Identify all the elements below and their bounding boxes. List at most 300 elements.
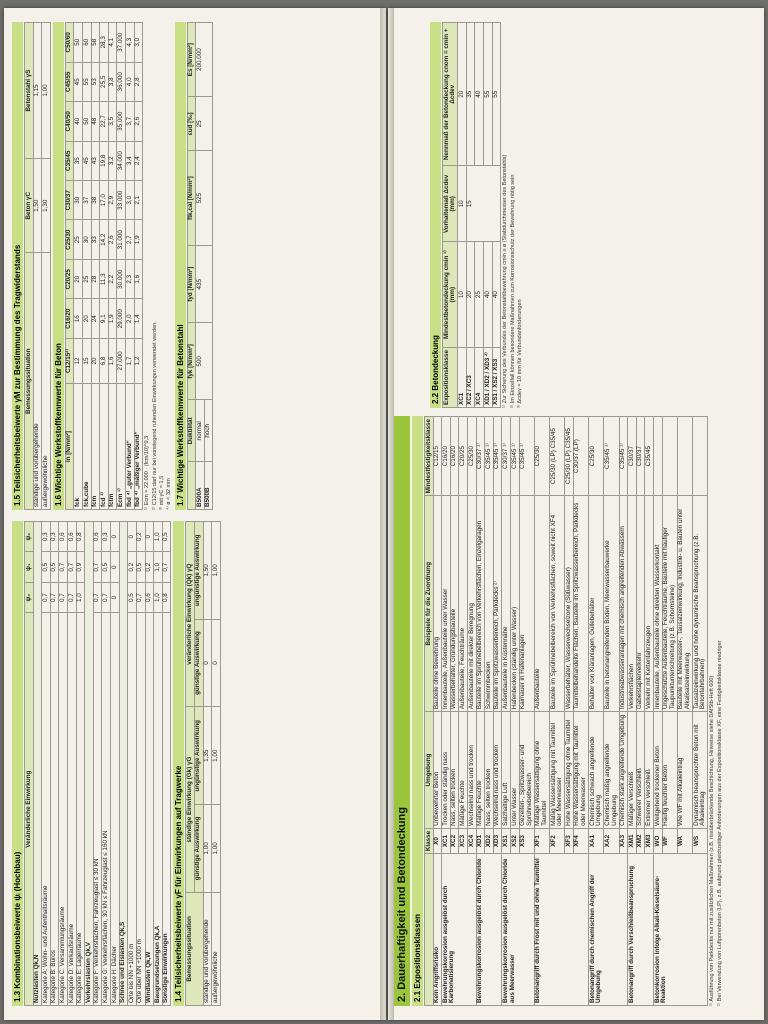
value-cell: 0,7 [102, 582, 111, 612]
cnom-value: 35 [466, 23, 475, 167]
value-cell: 525 [196, 151, 213, 246]
value-cell: 0,7 [50, 582, 59, 612]
table-row [42, 23, 51, 510]
footnote: ¹⁾ Ausführung von Parkdecks nur mit zusätzlichen Maßnahmen (z.B. rissüberbrückende Beschichtung, Hinweise siehe DAfStb-Heft 600) [709, 675, 716, 1006]
column-header: Umgebung [425, 712, 434, 829]
column-header: C35/45 [65, 141, 74, 180]
min-strength-class [662, 417, 677, 496]
value-cell: 20 [91, 338, 100, 383]
cmin-value: 10 [458, 242, 467, 348]
examples: Gabelstaplerverkehr [636, 496, 645, 712]
column-header: veränderliche Einwirkung (Qk) γQ [186, 522, 195, 707]
value-cell: 0,7 [162, 552, 171, 582]
dcdev-value: 10 [458, 166, 467, 242]
min-strength-class: C35/45 ¹⁾ [619, 417, 628, 496]
value-cell: 0,5 [50, 552, 59, 582]
row-label: fcm [91, 384, 100, 510]
exposure-class: XA3 [619, 828, 628, 853]
row-label: fck,cube [83, 384, 92, 510]
value-cell: 30.000 [117, 259, 126, 298]
table-row [93, 522, 102, 1006]
sections-1-5-to-1-7 [10, 22, 380, 510]
section-title: 1.4 Teilsicherheitsbeiwerte γF für Einwirkungen auf Tragwerke [173, 521, 184, 1006]
environment: Mäßige Wassersättigung ohne Taumittel [534, 712, 549, 829]
value-cell: 27.000 [117, 338, 126, 383]
table-row [33, 23, 42, 510]
environment: Häufig feuchter Beton [662, 712, 677, 829]
cnom-value: 55 [484, 23, 493, 167]
value-cell: 0 [111, 582, 120, 612]
exposure-class: WS [693, 828, 708, 853]
examples: Innenbauteile, Außenbauteile unter Wasser [442, 496, 451, 712]
value-cell: 0,3 [50, 522, 59, 552]
exposure-class: XA2 [604, 828, 619, 853]
examples: Außenbauteile, Feuchträume [459, 496, 468, 712]
table-row [33, 522, 42, 1006]
value-cell: 3,0 [134, 23, 143, 63]
value-cell: 0,6 [59, 522, 68, 552]
value-cell: 2,1 [134, 181, 143, 220]
environment: Chemisch mäßig angreifende Umgebung [604, 712, 619, 829]
table-row [126, 23, 135, 510]
exposure-class: WA [677, 828, 692, 853]
cnom-value: 20 [458, 23, 467, 167]
value-cell: 0,6 [145, 582, 154, 612]
value-cell: 1,7 [126, 338, 135, 383]
examples: Innenbauteile, Außenbauteile ohne direkten Wasserkontakt [654, 496, 663, 712]
column-header: Vorhaltemaß Δcdev (mm) [443, 166, 458, 242]
concrete-properties-table [65, 22, 143, 510]
row-group-label: Nutzlasten Qk,N [33, 522, 42, 1006]
row-label: Ecm ¹⁾ [117, 384, 126, 510]
column-header [425, 854, 434, 1006]
table-row [102, 522, 111, 1006]
dcdev-value: 15 [466, 166, 500, 242]
table-row [100, 23, 109, 510]
table-row [654, 417, 663, 1006]
column-header: C40/50 [65, 102, 74, 141]
value-cell: 36.000 [117, 62, 126, 101]
group-label: Betonangriff durch chemischen Angriff der Umgebung [589, 854, 628, 1006]
table-row [466, 23, 475, 408]
column-header: ψ₂ [25, 522, 34, 552]
exposure-class: XD1 [476, 828, 485, 853]
value-cell: 9,1 [100, 299, 109, 338]
value-cell: 60 [83, 23, 92, 63]
exposure-class: XC4 [475, 348, 484, 408]
exposure-class: XC3 [459, 828, 468, 853]
column-header: ψ₀ [25, 582, 34, 612]
table-row [68, 522, 77, 1006]
value-cell: 24 [91, 299, 100, 338]
min-strength-class: C16/20 [442, 417, 451, 496]
value-cell: 29.000 [117, 299, 126, 338]
value-cell: 0,5 [42, 552, 51, 582]
exposure-class: XF3 [565, 828, 574, 853]
column-header: C12/15²⁾ [65, 338, 74, 383]
column-header: Bemessungssituation [25, 253, 34, 510]
environment: Wechselnd nass und trocken [493, 712, 502, 829]
footnote: ³⁾ mit γC = 1,5 [158, 475, 165, 510]
value-cell: 1,00 [212, 805, 221, 893]
row-group-label: Schnee und Eislasten Qk,S [119, 522, 128, 1006]
exposure-class: XM1 [628, 828, 637, 853]
group-label: Betonkorrosion infolge Alkali-Kieselsäure-Reaktion [654, 854, 708, 1006]
column-header [187, 462, 196, 510]
value-cell: 4,3 [126, 23, 135, 63]
value-cell: 37.000 [117, 23, 126, 63]
column-header: Mindestfestigkeitsklasse [425, 417, 434, 496]
examples: Außenbauteile mit direkter Beregnung [468, 496, 477, 712]
environment: Hohe Wassersättigung mit Taumittel oder Meerwasser [573, 712, 588, 829]
min-strength-class: C25/30 (LP) C35/45 [550, 417, 565, 496]
value-cell: 0,5 [136, 552, 145, 582]
value-cell: 1,50 [203, 522, 212, 620]
environment: Extremer Verschleiß [645, 712, 654, 829]
min-strength-class: C30/37 ¹⁾ [476, 417, 485, 496]
exposure-class: XC1 [458, 348, 467, 408]
value-cell: 30 [74, 181, 83, 220]
section-2-2 [394, 22, 758, 408]
value-cell: 3,4 [126, 141, 135, 180]
environment: Nass, selten trocken [485, 712, 494, 829]
column-header: günstige Auswirkung [194, 805, 203, 893]
exposure-class: XD2 [485, 828, 494, 853]
table-row [145, 522, 154, 1006]
value-cell: 0,6 [68, 522, 77, 552]
section-title: 2.1 Expositionsklassen [412, 416, 423, 1006]
left-page-content [4, 8, 386, 1020]
footnote: ²⁾ Bei Verwendung von Luftporenbeton (LP), z.B. aufgrund gleichzeitiger Anforderungen aus der Expositionsklasse XF, eine Festigkeitsklasse niedriger [716, 640, 723, 1006]
examples: Bauteile ohne Bewehrung [433, 496, 442, 712]
row-label: fcd ³⁾ [100, 384, 109, 510]
value-cell: 1,00 [203, 805, 212, 893]
partial-safety-actions-table [185, 521, 220, 1006]
row-label: Kategorie C: Versammlungsräume [59, 613, 68, 1006]
column-header: Betonstahl γS [25, 23, 34, 159]
right-page [388, 8, 764, 1020]
table-row [134, 23, 143, 510]
value-cell: 22,7 [100, 102, 109, 141]
row-label: B500B [204, 462, 213, 510]
value-cell: 0 [128, 522, 137, 552]
section-title: 1.3 Kombinationsbeiwerte ψᵢ (Hochbau) [12, 521, 23, 1006]
environment: Weitgehend trockener Beton [654, 712, 663, 829]
value-cell: 14,2 [100, 220, 109, 259]
examples: Behälter von Kläranlagen, Güllebehälter [589, 496, 604, 712]
value-cell: 37 [83, 181, 92, 220]
table-row [442, 417, 451, 1006]
value-cell: 45 [74, 62, 83, 101]
column-header: C25/30 [65, 220, 74, 259]
row-label: außergewöhnliche [42, 253, 51, 510]
value-cell: 50 [83, 102, 92, 141]
row-label: Kategorie G: Verkehrsflächen, 30 kN ≤ Fahrzeuglast ≤ 160 kN [102, 613, 111, 1006]
section-1-3 [10, 521, 380, 1006]
table-row [108, 23, 117, 510]
examples: Taumittelbehandelte Flächen, Bauteile im Spritzwasserbereich, Parkdecks [573, 496, 588, 712]
examples: Kaimauer in Hafenanlagen [519, 496, 534, 712]
table-row [85, 522, 94, 1006]
value-cell: 3,2 [108, 141, 117, 180]
row-label: Kategorie B: Büros [50, 613, 59, 1006]
value-cell: 0,9 [76, 552, 85, 582]
value-cell: 1,0 [154, 522, 163, 552]
examples: Bauteile in betonangreifenden Böden, Meerwasserbauwerke [604, 496, 619, 712]
min-strength-class: C35/45 ¹⁾ [511, 417, 520, 496]
exposure-class: XC4 [468, 828, 477, 853]
table-row [476, 417, 485, 1006]
row-label: ständige und vorübergehende [33, 253, 42, 510]
value-cell: 1,00 [212, 707, 221, 805]
value-cell: 2,4 [134, 141, 143, 180]
table-row [589, 417, 604, 1006]
value-cell: 25 [196, 97, 213, 151]
row-label: fctm [108, 384, 117, 510]
value-cell: 34.000 [117, 141, 126, 180]
examples: Bauteile im Spritzwasserbereich, Parkdecks ²⁾ [493, 496, 502, 712]
environment: Dynamisch beanspruchter Beton mit Alkalieintrag [693, 712, 708, 829]
value-cell: 2,7 [126, 220, 135, 259]
value-cell: 2,6 [134, 102, 143, 141]
column-header: ungünstige Auswirkung [194, 522, 203, 620]
column-header: ungünstige Auswirkung [194, 707, 203, 805]
min-strength-class: C30/37 ¹⁾ [502, 417, 511, 496]
value-cell: 2,0 [126, 299, 135, 338]
value-cell: 0,8 [162, 582, 171, 612]
row-label: Kategorie D: Verkaufsräume [68, 613, 77, 1006]
value-cell: 15 [83, 338, 92, 383]
table-row [83, 23, 92, 510]
environment: Mäßiger Verschleiß [628, 712, 637, 829]
row-label: Kategorie A: Wohn- und Aufenthaltsräume [42, 613, 51, 1006]
min-strength-class [654, 417, 663, 496]
row-label: fbd ⁴⁾ „guter Verbund“ [126, 384, 135, 510]
min-strength-class: C16/20 [450, 417, 459, 496]
row-label: Baugrundsetzungen Qk,A [154, 613, 163, 1006]
column-header: Es [N/mm²] [187, 23, 196, 97]
exposure-class: WO [654, 828, 663, 853]
row-label: außergewöhnliche [212, 892, 221, 1005]
value-cell: 1,0 [154, 582, 163, 612]
exposure-class: XF4 [573, 828, 588, 853]
column-header: Nennmaß der Betondeckung cnom = cmin + Δcdev [443, 23, 458, 167]
column-header: εud [‰] [187, 97, 196, 151]
value-cell: 35.000 [117, 102, 126, 141]
value-cell: 1,4 [134, 299, 143, 338]
examples: Schwimmbecken [485, 496, 494, 712]
footnote: ²⁾ C12/15 darf nur bei vorwiegend ruhenden Einwirkungen verwendet werden. [151, 321, 158, 510]
column-header: C30/37 [65, 181, 74, 220]
exposure-class: XM3 [645, 828, 654, 853]
table-row [42, 522, 51, 1006]
exposure-class: XC2 [450, 828, 459, 853]
value-cell: 1,0 [154, 552, 163, 582]
value-cell: 25,5 [100, 62, 109, 101]
row-label: Sonstige Einwirkungen [162, 613, 171, 1006]
value-cell: 1,9 [108, 299, 117, 338]
value-cell: 0 [212, 619, 221, 707]
value-cell: 45 [83, 141, 92, 180]
environment: Schwerer Verschleiß [636, 712, 645, 829]
value-cell: 0,7 [59, 552, 68, 582]
column-header: Klasse [425, 828, 434, 853]
column-header: günstige Auswirkung [194, 619, 203, 707]
table-row [162, 522, 171, 1006]
table-row [628, 417, 637, 1006]
value-cell: 0,5 [128, 582, 137, 612]
value-cell: 20 [83, 299, 92, 338]
section-2-1 [394, 416, 758, 1006]
environment: Mäßig Wassersättigung mit Taumittel oder Meerwasser [550, 712, 565, 829]
value-cell: 2,3 [126, 259, 135, 298]
column-header: Expositionsklasse [443, 348, 458, 408]
footnotes [709, 416, 723, 1006]
value-cell: 58 [91, 23, 100, 63]
examples: Wasserbehälter, Gründungsbauteile [450, 496, 459, 712]
footnote: ³⁾ Δcdev = 10 mm für Verbundanforderungen [516, 299, 523, 408]
row-label: Kategorie H: Dächer [111, 613, 120, 1006]
row-label: B500A [196, 462, 205, 510]
row-label: fck [74, 384, 83, 510]
column-header: C16/20 [65, 299, 74, 338]
value-cell: 30 [83, 220, 92, 259]
environment: Mäßige Feuchte [459, 712, 468, 829]
table-row [502, 417, 511, 1006]
exposure-class: XC1 [442, 828, 451, 853]
footnote: ¹⁾ Zur Sicherung des Verbundes der Betonstahlbewehrung cmin ≥ ø (Stabdurchmesser des Betonstahls) [502, 154, 509, 408]
exposure-class: XS2 [511, 828, 520, 853]
value-cell: 3,7 [126, 102, 135, 141]
value-cell: 0,2 [136, 522, 145, 552]
column-header: Beton γC [25, 159, 34, 253]
value-cell: 12 [74, 338, 83, 383]
table-row [50, 522, 59, 1006]
value-cell: 19,8 [100, 141, 109, 180]
value-cell: 3,5 [108, 102, 117, 141]
value-cell: 0,2 [128, 552, 137, 582]
value-cell: 31.000 [117, 220, 126, 259]
value-cell: 0,6 [93, 522, 102, 552]
value-cell: 0,2 [145, 552, 154, 582]
row-label: fbd ⁴⁾ „mäßiger Verbund“ [134, 384, 143, 510]
table-row [458, 23, 467, 408]
min-strength-class: C35/45 [645, 417, 654, 496]
column-header: C50/60 [65, 23, 74, 63]
exposure-class: XS3 [519, 828, 534, 853]
value-cell: 55 [83, 62, 92, 101]
value-cell: 1,00 [42, 23, 51, 159]
value-cell: 1,30 [42, 159, 51, 253]
right-page-content [388, 8, 764, 1020]
value-cell: 0 [203, 619, 212, 707]
min-strength-class: C30/37 [628, 417, 637, 496]
column-header: C45/55 [65, 62, 74, 101]
cmin-value: 40 [484, 242, 493, 348]
section-title: 1.7 Wichtige Werkstoffkennwerte für Betonstahl [175, 22, 186, 510]
value-cell: 0,7 [59, 582, 68, 612]
value-cell: 2,6 [108, 220, 117, 259]
value-cell: 200.000 [196, 23, 213, 97]
table-row [91, 23, 100, 510]
column-header: in [N/mm²] [65, 384, 74, 510]
value-cell: 1,9 [134, 220, 143, 259]
left-page [4, 8, 386, 1020]
partial-safety-resistance-table [24, 22, 51, 510]
exposure-class: XA1 [589, 828, 604, 853]
column-header: ψ₁ [25, 552, 34, 582]
value-cell: 33.000 [117, 181, 126, 220]
examples: Industrieabwasseranlagen mit chemisch angreifenden Abwässern [619, 496, 628, 712]
value-cell: 0,5 [162, 522, 171, 552]
cmin-value: 20 [466, 242, 475, 348]
footnotes [502, 22, 523, 408]
value-cell: 1,35 [203, 707, 212, 805]
value-cell: 35 [74, 141, 83, 180]
value-cell: 40 [74, 102, 83, 141]
value-cell: 1,6 [108, 338, 117, 383]
environment: Nass, selten trocken [450, 712, 459, 829]
value-cell: 53 [91, 62, 100, 101]
examples: Hafenbecken (ständig unter Wasser) [511, 496, 520, 712]
examples: Wasserbehälter, Wasserwechselzone (Süßwasser) [565, 496, 574, 712]
exposure-class: XF2 [550, 828, 565, 853]
row-group-label: Verkehrslasten Qk,V [85, 522, 94, 1006]
footnote: ²⁾ Im Einzelfall können besondere Maßnahmen zum Korrosionsschutz der Bewehrung nötig sein [509, 174, 516, 408]
value-cell: 2,8 [134, 62, 143, 101]
cmin-value: 40 [492, 242, 501, 348]
environment: Gezeiten-, Spritzwasser- und Sprühnebelbereich [519, 712, 534, 829]
group-label: Bewehrungskorrosion ausgelöst durch Chloride aus Meerwasser [502, 854, 534, 1006]
value-cell: 1,50 [33, 159, 42, 253]
row-label: ständige und vorübergehende [203, 892, 212, 1005]
value-cell: 48 [91, 102, 100, 141]
value-cell: 17,0 [100, 181, 109, 220]
table-row [74, 23, 83, 510]
environment: Unter Wasser [511, 712, 520, 829]
section-title: 1.5 Teilsicherheitsbeiwerte γM zur Bestimmung des Tragwiderstands [12, 22, 23, 510]
section-title: 1.6 Wichtige Werkstoffkennwerte für Beton [53, 22, 64, 510]
value-cell: 1,00 [212, 522, 221, 620]
row-label: Orte bis NN +1000 m [128, 613, 137, 1006]
examples: Außenbauteile [534, 496, 549, 712]
min-strength-class: C30/37 [636, 417, 645, 496]
exposure-classes-table [424, 416, 708, 1006]
examples: Bauteile mit Meerwasser-, Tausalzeinwirkung, Industrie- u. Bauten unter Alkalisalzeinwirkung [677, 496, 692, 712]
min-strength-class: C30/37 (LP) [573, 417, 588, 496]
value-cell: 0,3 [102, 522, 111, 552]
value-cell: 16 [74, 299, 83, 338]
min-strength-class: C35/45 ¹⁾ [485, 417, 494, 496]
value-cell: 25 [83, 259, 92, 298]
table-row [117, 23, 126, 510]
min-strength-class: C25/30 (LP) C35/45 [565, 417, 574, 496]
value-cell: 28,3 [100, 23, 109, 63]
environment: Wie WF mit Alkalieintrag [677, 712, 692, 829]
cnom-value: 40 [475, 23, 484, 167]
exposure-class: WF [662, 828, 677, 853]
column-header: ftk,cal [N/mm²] [187, 151, 196, 246]
table-row [196, 23, 205, 510]
environment: Mäßige Feuchte [476, 712, 485, 829]
chapter-title: 2. Dauerhaftigkeit und Betondeckung [394, 416, 410, 1006]
exposure-class: X0 [433, 828, 442, 853]
cnom-value: 55 [492, 23, 501, 167]
min-strength-class: C35/45 ¹⁾ [519, 417, 534, 496]
environment: Chemisch schwach angreifende Umgebung [589, 712, 604, 829]
value-cell: 435 [196, 245, 213, 323]
value-cell: 0 [111, 552, 120, 582]
